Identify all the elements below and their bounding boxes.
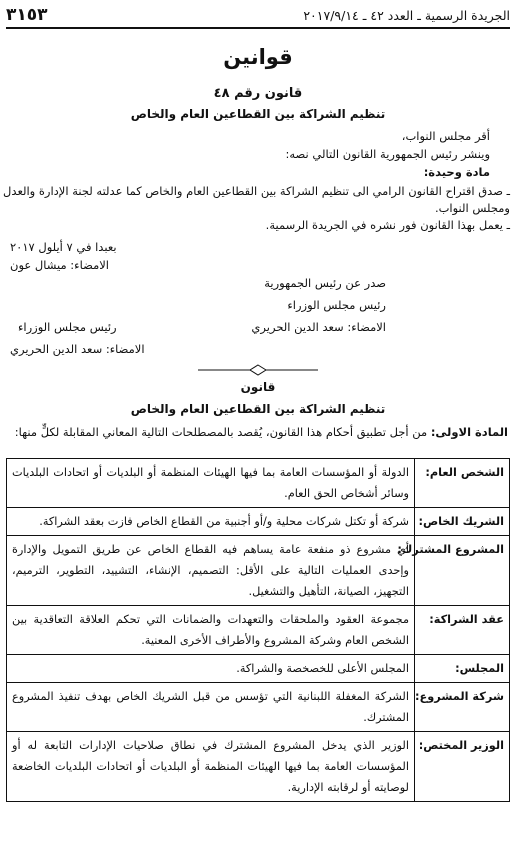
preamble-line-2: وينشر رئيس الجمهورية القانون التالي نصه:: [285, 147, 490, 161]
ornamental-divider: [0, 364, 516, 376]
table-row: [7, 683, 510, 732]
article-1-text: من أجل تطبيق أحكام هذا القانون، يُقصد بالمصطلحات التالية المعاني المقابلة لكلٍّ منها:: [14, 425, 428, 439]
definition-text: المجلس الأعلى للخصخصة والشراكة.: [7, 655, 415, 683]
definition-term: الشريك الخاص:: [415, 508, 510, 536]
preamble-line-1: أقر مجلس النواب،: [401, 129, 490, 143]
law-title: تنظيم الشراكة بين القطاعين العام والخاص: [130, 107, 386, 121]
article-1-label: المادة الاولى:: [430, 425, 508, 439]
clause-1-line-2: ومجلس النواب.: [434, 201, 510, 215]
definition-term: الوزير المختص:: [415, 732, 510, 802]
article-1: [8, 425, 508, 439]
definition-text: الشركة المغفلة اللبنانية التي تؤسس من قبل الشريك الخاص بهدف تنفيذ المشروع المشترك.: [7, 683, 415, 732]
table-row: [7, 655, 510, 683]
definitions-table: [6, 458, 510, 802]
definition-term: عقد الشراكة:: [415, 606, 510, 655]
pm-title-2: رئيس مجلس الوزراء: [18, 320, 117, 334]
table-row: [7, 508, 510, 536]
annex-title: تنظيم الشراكة بين القطاعين العام والخاص: [130, 402, 386, 416]
definition-term: المجلس:: [415, 655, 510, 683]
definition-text: أي مشروع ذو منفعة عامة يساهم فيه القطاع الخاص عن طريق التمويل والإدارة وإحدى العمليات التالية على الأقل: التصميم، الإنشاء، التشييد، التطوير، الترميم، التجهيز، الصيانة، التأهيل والتشغيل.: [7, 536, 415, 606]
definition-term: المشروع المشترك:: [415, 536, 510, 606]
definition-text: مجموعة العقود والملحقات والتعهدات والضمانات التي تحكم العلاقة التعاقدية بين الشخص العام وشركة المشروع والأطراف الأخرى المعنية.: [7, 606, 415, 655]
definition-term: شركة المشروع:: [415, 683, 510, 732]
page-number: ٣١٥٣: [6, 5, 48, 25]
pm-title-1: رئيس مجلس الوزراء: [287, 298, 386, 312]
single-article-label: مادة وحيدة:: [423, 165, 490, 179]
definition-text: الوزير الذي يدخل المشروع المشترك في نطاق صلاحيات الإدارات التابعة له أو المؤسسات العامة بما فيها الهيئات المنظمة أو البلديات أو اتحادات البلديات الخاضعة لوصايته أو لرقابته الإدارية.: [7, 732, 415, 802]
definition-term: الشخص العام:: [415, 459, 510, 508]
gazette-issue-info: الجريدة الرسمية ـ العدد ٤٢ ـ ٢٠١٧/٩/١٤: [303, 7, 510, 23]
annex-heading: قانون: [240, 380, 276, 394]
clause-2: ـ يعمل بهذا القانون فور نشره في الجريدة الرسمية.: [265, 218, 510, 232]
president-signature: الامضاء: ميشال عون: [10, 258, 109, 272]
table-row: [7, 536, 510, 606]
definition-text: شركة أو تكتل شركات محلية و/أو أجنبية من القطاع الخاص فازت بعقد الشراكة.: [7, 508, 415, 536]
law-number: قانون رقم ٤٨: [213, 86, 303, 101]
pm-signature-1: الامضاء: سعد الدين الحريري: [251, 320, 386, 334]
section-title: قوانين: [223, 45, 293, 69]
table-row: [7, 459, 510, 508]
table-row: [7, 732, 510, 802]
clause-1-line-1: ـ صدق اقتراح القانون الرامي الى تنظيم الشراكة بين القطاعين العام والخاص كما عدلته لجنة الإدارة والعدل: [3, 184, 510, 198]
pm-signature-2: الامضاء: سعد الدين الحريري: [10, 342, 145, 356]
issued-by: صدر عن رئيس الجمهورية: [264, 276, 386, 290]
page-header: [6, 3, 510, 29]
table-row: [7, 606, 510, 655]
place-and-date: بعبدا في ٧ أيلول ٢٠١٧: [10, 240, 117, 254]
definition-text: الدولة أو المؤسسات العامة بما فيها الهيئات المنظمة أو البلديات أو اتحادات البلديات وسائر أشخاص الحق العام.: [7, 459, 415, 508]
